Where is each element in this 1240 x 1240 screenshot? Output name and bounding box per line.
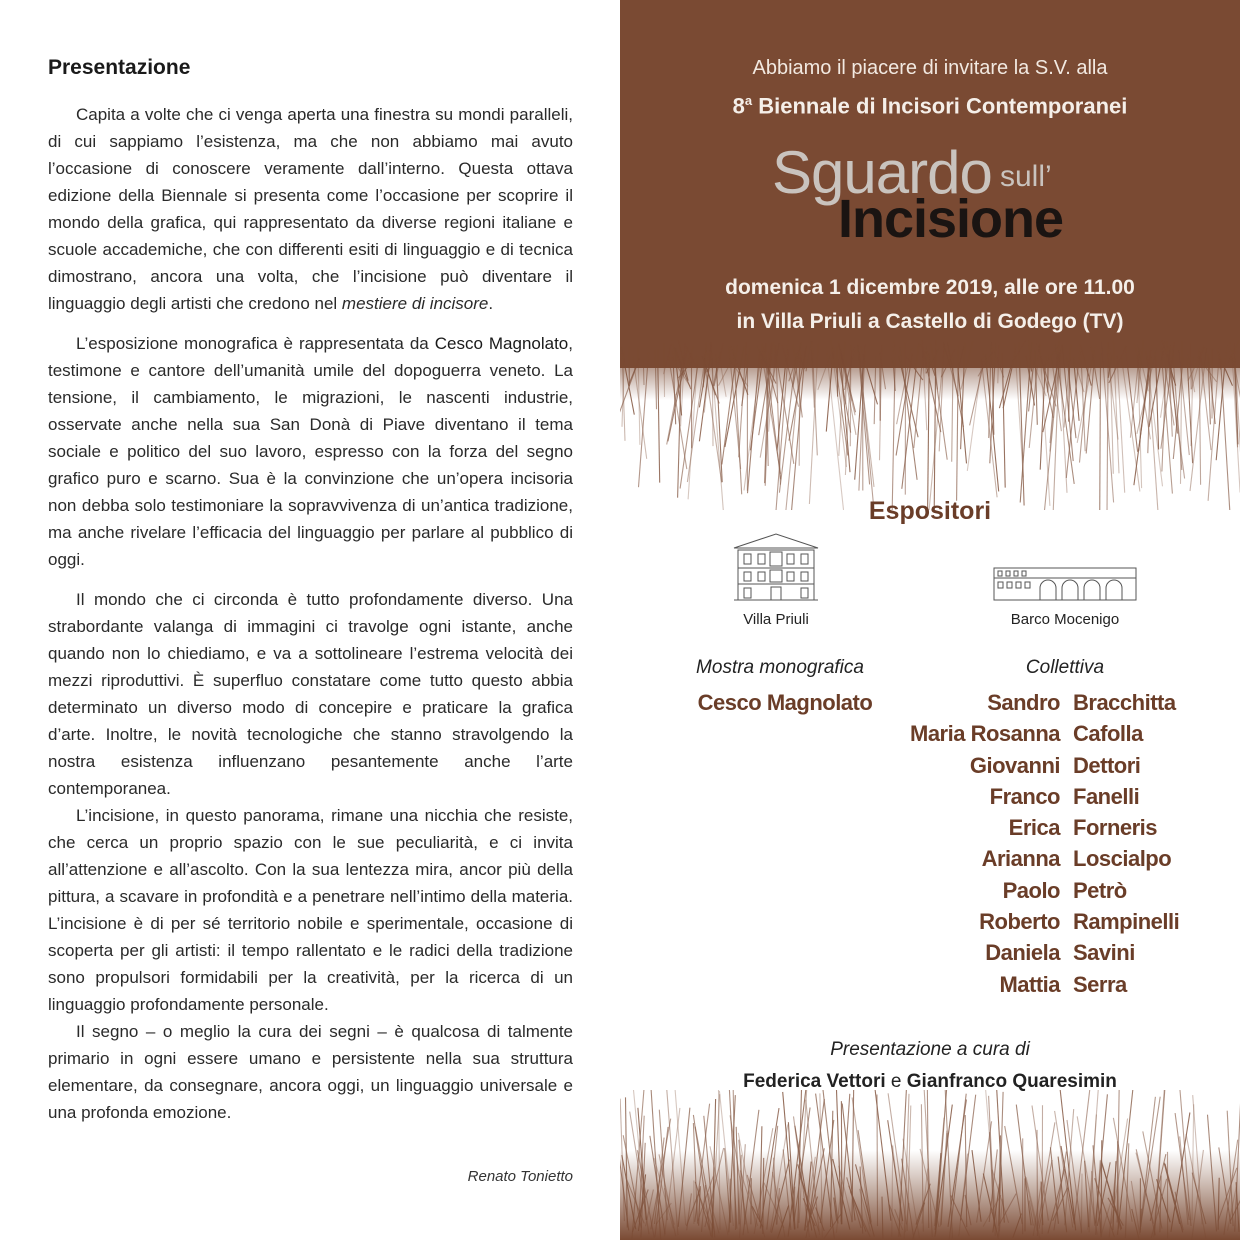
- cura-heading: Presentazione a cura di: [830, 1039, 1030, 1060]
- artist-row: Sandro Bracchitta: [987, 690, 1176, 715]
- engraving-stroke: [712, 353, 713, 446]
- invite-line: Abbiamo il piacere di invitare la S.V. alla: [752, 57, 1108, 79]
- engraving-stroke: [1037, 1130, 1038, 1236]
- logo-word-sull: sull’: [1000, 160, 1052, 193]
- edition-line: 8$^a$ Biennale di Incisori Contemporanei: [732, 93, 1128, 119]
- engraving-texture-bottom: [620, 1090, 1240, 1240]
- artist-row: Franco Fanelli: [989, 783, 1140, 809]
- curator-name: Federica Vettori: [743, 1071, 886, 1092]
- artist-row: Erica Forneris: [1008, 815, 1158, 841]
- espositori-heading: Espositori: [868, 497, 992, 525]
- artist-row: Roberto Rampinelli: [979, 909, 1180, 935]
- artist-row: Giovanni Dettori: [969, 752, 1141, 778]
- engraving-stroke: [877, 1095, 878, 1227]
- logo-word-sguardo: Sguardo: [772, 139, 992, 206]
- venue-barco-mocenigo: Barco Mocenigo: [1010, 611, 1120, 628]
- event-logo: [772, 138, 1112, 248]
- barco-building-icon: [992, 564, 1138, 602]
- signature: Renato Tonietto: [467, 1168, 573, 1185]
- artist-list: [880, 690, 1220, 1003]
- artist-row: Mattia Serra: [999, 971, 1127, 997]
- curator-name: Gianfranco Quaresimin: [906, 1071, 1117, 1092]
- artist-row: Maria Rosanna Cafolla: [910, 721, 1143, 747]
- event-date: domenica 1 dicembre 2019, alle ore 11.00: [725, 276, 1135, 299]
- presentation-text: [48, 101, 573, 1126]
- monographic-artist: Cesco Magnolato: [697, 690, 873, 715]
- engraving-stroke: [643, 360, 644, 385]
- paragraph-2: L’esposizione monografica è rappresentata da Cesco Magnolato, testimone e cantore dell’umanità umile del dopoguerra veneto. La tensione, il cambiamento, le migrazioni, le nascenti industrie, osservate anche nella sua San Donà di Piave diventano il tema sociale e politico del suo lavoro, espresso con la forza del segno grafico puro e scarno. Sua è la convinzione che un’opera incisoria non debba solo testimoniare la sopravvivenza di un’antica tradizione, ma anche rivelare l’efficacia del linguaggio per parlare al pubblico di oggi.: [48, 334, 573, 569]
- engraving-stroke: [799, 351, 800, 466]
- page-title: Presentazione: [48, 56, 191, 79]
- engraving-stroke: [850, 345, 851, 446]
- engraving-texture-top: [620, 340, 1240, 510]
- logo-word-incisione: Incisione: [838, 189, 1064, 249]
- engraving-stroke: [926, 346, 927, 374]
- mostra-monografica-heading: Mostra monografica: [696, 657, 864, 678]
- curators-line: Federica Vettori e Gianfranco Quaresimin: [743, 1071, 1117, 1092]
- event-location: in Villa Priuli a Castello di Godego (TV): [736, 310, 1124, 333]
- villa-building-icon: [730, 530, 822, 602]
- collettiva-heading: Collettiva: [1025, 657, 1105, 678]
- paragraph-1: Capita a volte che ci venga aperta una finestra su mondi paralleli, di cui sappiamo l’esistenza, ma che non abbiamo mai avuto l’occasione di conoscere veramente dall’interno. Questa ottava edizione della Biennale si presenta come l’occasione per scoprire il mondo della grafica, qui rappresentato da diverse regioni italiane e scuole accademiche, che con differenti esiti di linguaggio e di tecnica dimostrano, ancora una volta, che l’incisione può diventare il linguaggio degli artisti che credono nel mestiere di incisore.: [48, 105, 573, 313]
- artist-row: Arianna Loscialpo: [981, 846, 1172, 872]
- right-page: [620, 0, 1240, 1240]
- emphasis-text: mestiere di incisore: [341, 294, 489, 313]
- artist-row: Paolo Petrò: [1002, 877, 1127, 903]
- venue-villa-priuli: Villa Priuli: [743, 611, 809, 628]
- paragraph-4: L’incisione, in questo panorama, rimane una nicchia che resiste, che cerca un proprio spazio con le sue peculiarità, e ci invita all’attenzione e all’ascolto. Con la sua lentezza mira, ancor più della pittura, a scavare in profondità e a penetrare nell’intimo della materia. L’incisione è di per sé territorio nobile e sperimentale, occasione di scoperta per gli artisti: il tempo rallentato e le radici della tradizione sono propulsori formidabili per la creatività, per la ricerca di un linguaggio profondamente personale.: [48, 806, 573, 1014]
- paragraph-5: Il segno – o meglio la cura dei segni – è qualcosa di talmente primario in ogni essere umano e persistente nella sua struttura elementare, da consegnare, ancora oggi, un linguaggio universale e una profonda emozione.: [48, 1022, 573, 1122]
- artist-highlight: Cesco Magnolato: [434, 334, 569, 353]
- artist-row: Daniela Savini: [985, 940, 1135, 966]
- engraving-stroke: [1081, 1174, 1082, 1234]
- paragraph-3: Il mondo che ci circonda è tutto profondamente diverso. Una strabordante valanga di immagini ci travolge ogni istante, anche quando non lo chiediamo, e va a sottolineare l’estrema velocità dei mezzi riproduttivi. È superfluo constatare come tutto questo abbia determinato un diverso modo di concepire e praticare la grafica d’arte. Inoltre, le novità tecnologiche che stanno stravolgendo la nostra esistenza influenzano pesantemente anche l’arte contemporanea.: [48, 590, 573, 798]
